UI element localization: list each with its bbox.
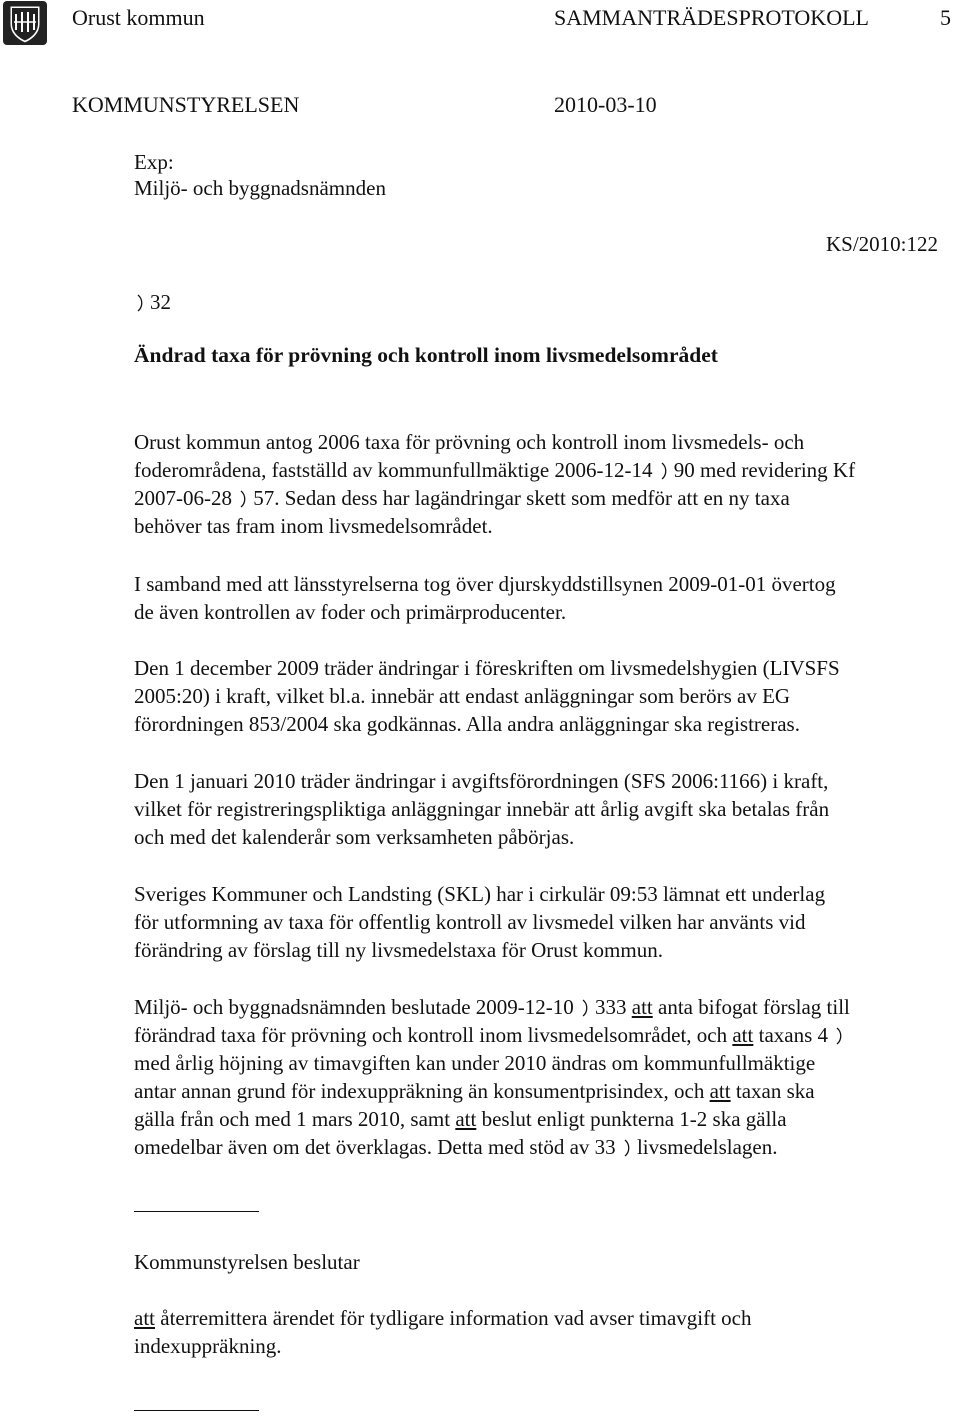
text-line: Orust kommun antog 2006 taxa för prövning och kontroll inom livsmedels- och xyxy=(134,430,805,454)
text-line: antar annan grund för indexuppräkning än konsumentprisindex, och att taxan ska xyxy=(134,1079,815,1103)
paragraph-5 xyxy=(134,880,956,964)
text-line: foderområdena, fastställd av kommunfullmäktige 2006-12-14 90 med revidering Kf xyxy=(134,458,856,482)
section-sign-icon xyxy=(579,998,593,1018)
section-number-line xyxy=(134,288,171,316)
text-line: behöver tas fram inom livsmedelsområdet. xyxy=(134,514,493,538)
municipal-coat-of-arms-logo xyxy=(2,0,48,46)
att-keyword: att xyxy=(134,1306,155,1330)
text-line: Miljö- och byggnadsnämnden beslutade 2009-12-10 333 att anta bifogat förslag till xyxy=(134,995,850,1019)
decision-text xyxy=(134,1304,956,1360)
section-sign-icon xyxy=(658,461,672,481)
att-keyword: att xyxy=(631,995,653,1019)
bottom-separator-rule xyxy=(134,1410,259,1411)
paragraph-6 xyxy=(134,993,956,1161)
text-line: gälla från och med 1 mars 2010, samt att beslut enligt punkterna 1-2 ska gälla xyxy=(134,1107,787,1131)
board-name: KOMMUNSTYRELSEN xyxy=(72,92,300,117)
text-line: att återremittera ärendet för tydligare information vad avser timavgift och xyxy=(134,1306,752,1330)
text-line: 2005:20) i kraft, vilket bl.a. innebär att endast anläggningar som berörs av EG xyxy=(134,684,791,708)
text-line: omedelbar även om det överklagas. Detta med stöd av 33 livsmedelslagen. xyxy=(134,1135,778,1159)
att-keyword: att xyxy=(732,1023,754,1047)
separator-rule xyxy=(134,1211,259,1212)
paragraph-3 xyxy=(134,654,956,738)
text-line: förändring av förslag till ny livsmedelstaxa för Orust kommun. xyxy=(134,938,663,962)
text-line: vilket för registreringspliktiga anläggningar innebär att årlig avgift ska betalas från xyxy=(134,797,830,821)
text-line: I samband med att länsstyrelserna tog över djurskyddstillsynen 2009-01-01 övertog xyxy=(134,572,836,596)
distribution-recipient: Miljö- och byggnadsnämnden xyxy=(134,176,386,200)
text-line: och med det kalenderår som verksamheten påbörjas. xyxy=(134,825,575,849)
paragraph-1 xyxy=(134,428,956,540)
text-line: förordningen 853/2004 ska godkännas. Alla andra anläggningar ska registreras. xyxy=(134,712,800,736)
municipality-name: Orust kommun xyxy=(72,5,205,30)
paragraph-2 xyxy=(134,570,956,626)
paragraph-4 xyxy=(134,767,956,851)
meeting-date: 2010-03-10 xyxy=(554,92,657,117)
section-title: Ändrad taxa för prövning och kontroll inom livsmedelsområdet xyxy=(134,343,718,367)
distribution-label: Exp: xyxy=(134,150,174,174)
text-line: förändrad taxa för prövning och kontroll inom livsmedelsområdet, och att taxans 4 xyxy=(134,1021,956,1049)
text-line: Sveriges Kommuner och Landsting (SKL) har i cirkulär 09:53 lämnat ett underlag xyxy=(134,882,826,906)
section-sign-icon xyxy=(134,293,148,313)
text-line: Den 1 januari 2010 träder ändringar i avgiftsförordningen (SFS 2006:1166) i kraft, xyxy=(134,769,829,793)
section-sign-icon xyxy=(621,1138,635,1158)
section-sign-icon xyxy=(237,489,251,509)
text-line: med årlig höjning av timavgiften kan under 2010 ändras om kommunfullmäktige xyxy=(134,1051,816,1075)
section-sign-icon xyxy=(833,1026,847,1046)
text-line: för utformning av taxa för offentlig kontroll av livsmedel vilken har använts vid xyxy=(134,910,806,934)
text-line: 2007-06-28 57. Sedan dess har lagändringar skett som medför att en ny taxa xyxy=(134,486,790,510)
text-line: de även kontrollen av foder och primärproducenter. xyxy=(134,600,567,624)
decision-heading: Kommunstyrelsen beslutar xyxy=(134,1250,360,1274)
document-type: SAMMANTRÄDESPROTOKOLL xyxy=(554,5,869,30)
att-keyword: att xyxy=(455,1107,477,1131)
section-number: 32 xyxy=(150,290,171,314)
att-keyword: att xyxy=(709,1079,731,1103)
page-number: 5 xyxy=(940,5,951,30)
text-line: Den 1 december 2009 träder ändringar i föreskriften om livsmedelshygien (LIVSFS xyxy=(134,656,840,680)
text-line: indexuppräkning. xyxy=(134,1334,282,1358)
case-number: KS/2010:122 xyxy=(826,232,939,256)
